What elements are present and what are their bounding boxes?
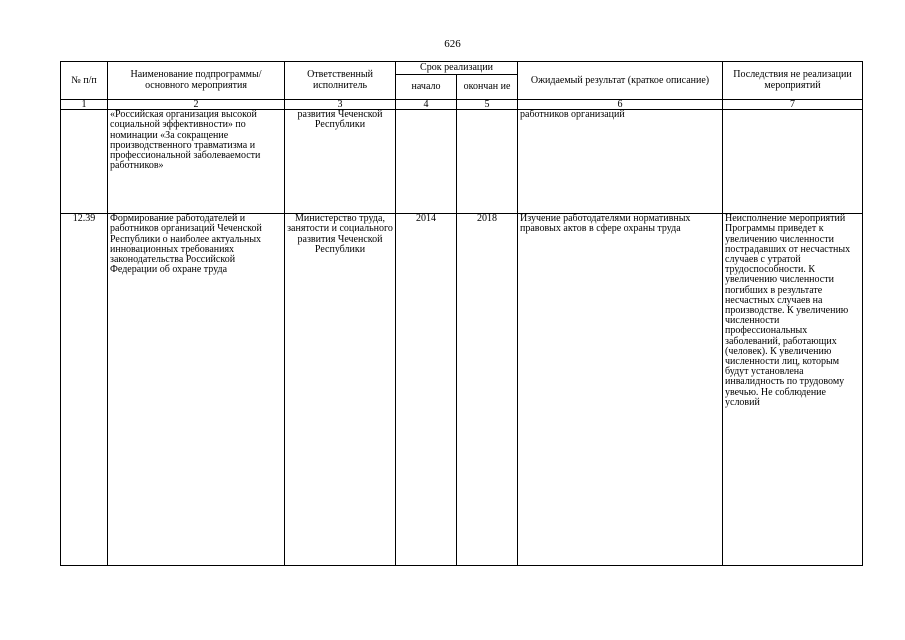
table-row [61,110,863,214]
row-start: 2014 [396,214,457,566]
column-number: 4 [396,100,457,110]
column-number: 5 [457,100,518,110]
row-number: 12.39 [61,214,108,566]
header-executor: Ответственный исполнитель [285,62,396,100]
row-executor: развития Чеченской Республики [285,110,396,214]
column-number: 6 [518,100,723,110]
row-executor: Министерство труда, занятости и социального развития Чеченской Республики [285,214,396,566]
program-table [60,61,863,566]
row-start [396,110,457,214]
row-end: 2018 [457,214,518,566]
row-name: Формирование работодателей и работников организаций Чеченской Республики о наиболее актуальных инновационных требованиях законодательства Российской Федерации об охране труда [108,214,285,566]
page-number: 626 [444,38,461,50]
column-number: 2 [108,100,285,110]
row-end [457,110,518,214]
row-name: «Российская организация высокой социальной эффективности» по номинации «За сокращение производственного травматизма и профессиональной заболеваемости работников» [108,110,285,214]
header-start: начало [396,75,457,100]
row-consequences [723,110,863,214]
row-number [61,110,108,214]
header-consequences: Последствия не реализации мероприятий [723,62,863,100]
column-number: 7 [723,100,863,110]
row-result: работников организаций [518,110,723,214]
header-number: № п/п [61,62,108,100]
column-number: 1 [61,100,108,110]
header-result: Ожидаемый результат (краткое описание) [518,62,723,100]
header-end: окончан ие [457,75,518,100]
column-number: 3 [285,100,396,110]
row-result: Изучение работодателями нормативных правовых актов в сфере охраны труда [518,214,723,566]
header-period: Срок реализации [396,62,518,75]
table-row [61,214,863,566]
row-consequences: Неисполнение мероприятий Программы приведет к увеличению численности пострадавших от несчастных случаев с утратой трудоспособности. К увеличению численности погибших в результате несчастных случаев на производстве. К увеличению численности профессиональных заболеваний, работающих (человек). К увеличению численности лиц, которым будут установлена инвалидность по трудовому увечью. Не соблюдение условий [723,214,863,566]
header-name: Наименование подпрограммы/ основного мероприятия [108,62,285,100]
